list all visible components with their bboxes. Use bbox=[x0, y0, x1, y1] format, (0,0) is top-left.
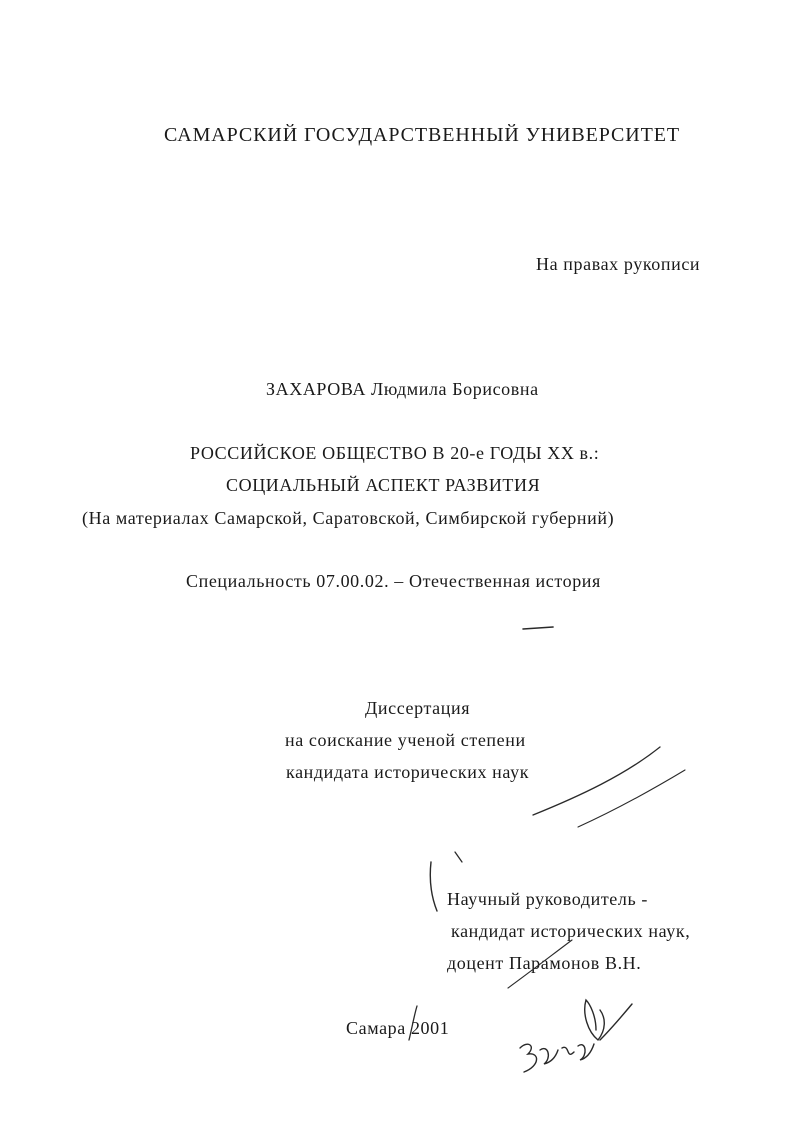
university-name: САМАРСКИЙ ГОСУДАРСТВЕННЫЙ УНИВЕРСИТЕТ bbox=[164, 124, 680, 146]
pen-stroke-upper bbox=[533, 747, 660, 815]
rights-note: На правах рукописи bbox=[536, 254, 701, 274]
place-year: Самара 2001 bbox=[346, 1018, 450, 1038]
specialty: Специальность 07.00.02. – Отечественная история bbox=[186, 571, 601, 591]
degree-line-2: на соискание ученой степени bbox=[285, 730, 526, 750]
title-line-1: РОССИЙСКОЕ ОБЩЕСТВО В 20-е ГОДЫ XX в.: bbox=[190, 443, 600, 463]
degree-line-1: Диссертация bbox=[365, 698, 471, 718]
pen-bracket bbox=[430, 862, 437, 911]
advisor-line-3: доцент Парамонов В.Н. bbox=[447, 953, 642, 973]
pen-dash bbox=[523, 627, 553, 629]
author-name: ЗАХАРОВА Людмила Борисовна bbox=[266, 379, 539, 399]
pen-stroke-lower bbox=[578, 770, 685, 827]
degree-line-3: кандидата исторических наук bbox=[286, 762, 530, 782]
title-subtitle: (На материалах Самарской, Саратовской, Симбирской губерний) bbox=[82, 508, 615, 528]
signature-handwriting bbox=[520, 1000, 632, 1072]
pen-tick bbox=[455, 852, 462, 862]
advisor-line-2: кандидат исторических наук, bbox=[451, 921, 691, 941]
advisor-line-1: Научный руководитель - bbox=[447, 889, 648, 909]
title-line-2: СОЦИАЛЬНЫЙ АСПЕКТ РАЗВИТИЯ bbox=[226, 475, 541, 495]
